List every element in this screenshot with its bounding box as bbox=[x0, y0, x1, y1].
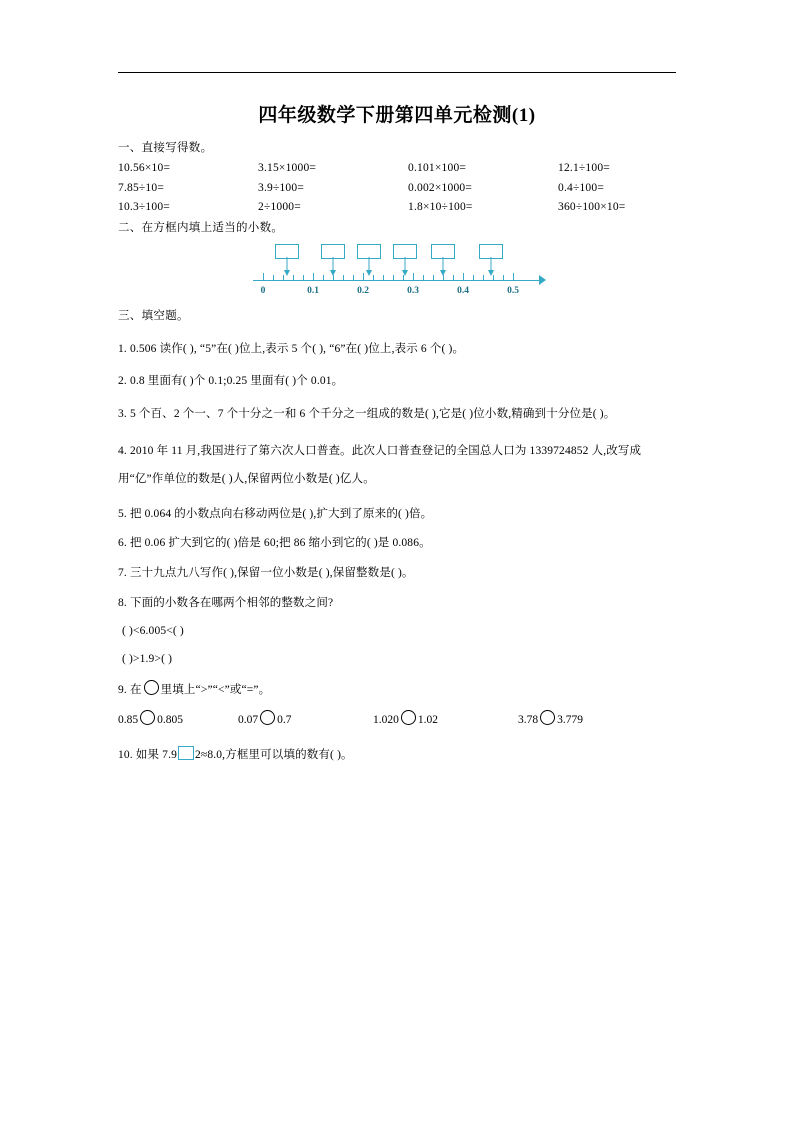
question-8-a: ( )<6.005<( ) bbox=[122, 624, 184, 637]
section-three-heading: 三、填空题。 bbox=[118, 310, 189, 323]
compare-right: 0.7 bbox=[277, 714, 292, 727]
number-line-label: 0.4 bbox=[457, 286, 469, 297]
number-line-label: 0.2 bbox=[357, 286, 369, 297]
number-line-axis bbox=[253, 280, 543, 281]
comparison-pair bbox=[238, 710, 373, 730]
number-line-label: 0.5 bbox=[507, 286, 519, 297]
circle-icon bbox=[144, 680, 159, 695]
question-3: 3. 5 个百、2 个一、7 个十分之一和 6 个千分之一组成的数是( ),它是( )位小数,精确到十分位是( )。 bbox=[118, 408, 616, 420]
arithmetic-problem: 7.85÷10= bbox=[118, 181, 165, 194]
compare-right: 3.779 bbox=[557, 714, 583, 727]
number-line-label: 0.1 bbox=[307, 286, 319, 297]
comparison-row bbox=[118, 710, 678, 730]
section-two-heading: 二、在方框内填上适当的小数。 bbox=[118, 222, 284, 235]
number-line-label: 0 bbox=[260, 286, 266, 297]
question-8-b: ( )>1.9>( ) bbox=[122, 652, 173, 665]
circle-icon[interactable] bbox=[140, 710, 155, 725]
circle-icon[interactable] bbox=[401, 710, 416, 725]
arithmetic-problem: 12.1÷100= bbox=[558, 161, 610, 174]
arrow-down-icon bbox=[366, 270, 372, 276]
compare-left: 0.07 bbox=[238, 714, 259, 727]
question-9-text-start: 9. 在 bbox=[118, 684, 142, 697]
number-line-figure bbox=[118, 244, 678, 302]
arrow-down-icon bbox=[330, 270, 336, 276]
compare-left: 1.020 bbox=[373, 714, 399, 727]
circle-icon[interactable] bbox=[540, 710, 555, 725]
arithmetic-problem: 10.56×10= bbox=[118, 161, 171, 174]
compare-left: 3.78 bbox=[518, 714, 539, 727]
arithmetic-problem: 0.101×100= bbox=[408, 161, 467, 174]
arithmetic-problem: 360÷100×10= bbox=[558, 201, 626, 214]
arrow-down-icon bbox=[402, 270, 408, 276]
question-10 bbox=[118, 746, 678, 765]
compare-right: 0.805 bbox=[157, 714, 183, 727]
number-line bbox=[253, 244, 543, 300]
arithmetic-problem: 10.3÷100= bbox=[118, 201, 170, 214]
arithmetic-problem: 0.002×1000= bbox=[408, 181, 473, 194]
number-line-label: 0.3 bbox=[407, 286, 419, 297]
header-rule bbox=[118, 72, 676, 73]
compare-right: 1.02 bbox=[417, 714, 438, 727]
answer-box[interactable] bbox=[178, 746, 194, 760]
question-9-text-end: 里填上“>”“<”或“=”。 bbox=[160, 684, 271, 697]
arithmetic-problem: 1.8×10÷100= bbox=[408, 201, 473, 214]
question-6: 6. 把 0.06 扩大到它的( )倍是 60;把 86 缩小到它的( )是 0.086。 bbox=[118, 537, 431, 550]
compare-left: 0.85 bbox=[118, 714, 139, 727]
arithmetic-problem: 3.15×1000= bbox=[258, 161, 317, 174]
comparison-pair bbox=[373, 710, 518, 730]
question-7: 7. 三十九点九八写作( ),保留一位小数是( ),保留整数是( )。 bbox=[118, 567, 414, 580]
page-title: 四年级数学下册第四单元检测(1) bbox=[258, 105, 536, 126]
circle-icon[interactable] bbox=[260, 710, 275, 725]
question-8: 8. 下面的小数各在哪两个相邻的整数之间? bbox=[118, 596, 334, 609]
question-10-text-start: 10. 如果 7.9 bbox=[118, 749, 177, 762]
question-1: 1. 0.506 读作( ), “5”在( )位上,表示 5 个( ), “6”在( )位上,表示 6 个( )。 bbox=[118, 342, 465, 355]
arrow-down-icon bbox=[440, 270, 446, 276]
number-line-arrow-icon bbox=[539, 275, 546, 285]
worksheet-content bbox=[118, 140, 678, 767]
comparison-pair bbox=[518, 710, 638, 730]
arithmetic-grid bbox=[118, 160, 678, 217]
arithmetic-problem: 0.4÷100= bbox=[558, 181, 605, 194]
arithmetic-problem: 3.9÷100= bbox=[258, 181, 305, 194]
question-5: 5. 把 0.064 的小数点向右移动两位是( ),扩大到了原来的( )倍。 bbox=[118, 507, 433, 520]
question-2: 2. 0.8 里面有( )个 0.1;0.25 里面有( )个 0.01。 bbox=[118, 375, 344, 388]
question-10-text-end: 2≈8.0,方框里可以填的数有( )。 bbox=[195, 749, 353, 762]
section-one-heading: 一、直接写得数。 bbox=[118, 142, 213, 154]
arithmetic-problem: 2÷1000= bbox=[258, 201, 301, 214]
question-4: 4. 2010 年 11 月,我国进行了第六次人口普查。此次人口普查登记的全国总人口为 1339724852 人,改写成用“亿”作单位的数是( )人,保留两位小数是( )亿人。 bbox=[118, 445, 642, 486]
comparison-pair bbox=[118, 710, 238, 730]
arrow-down-icon bbox=[284, 270, 290, 276]
arrow-down-icon bbox=[488, 270, 494, 276]
question-9 bbox=[118, 680, 678, 700]
